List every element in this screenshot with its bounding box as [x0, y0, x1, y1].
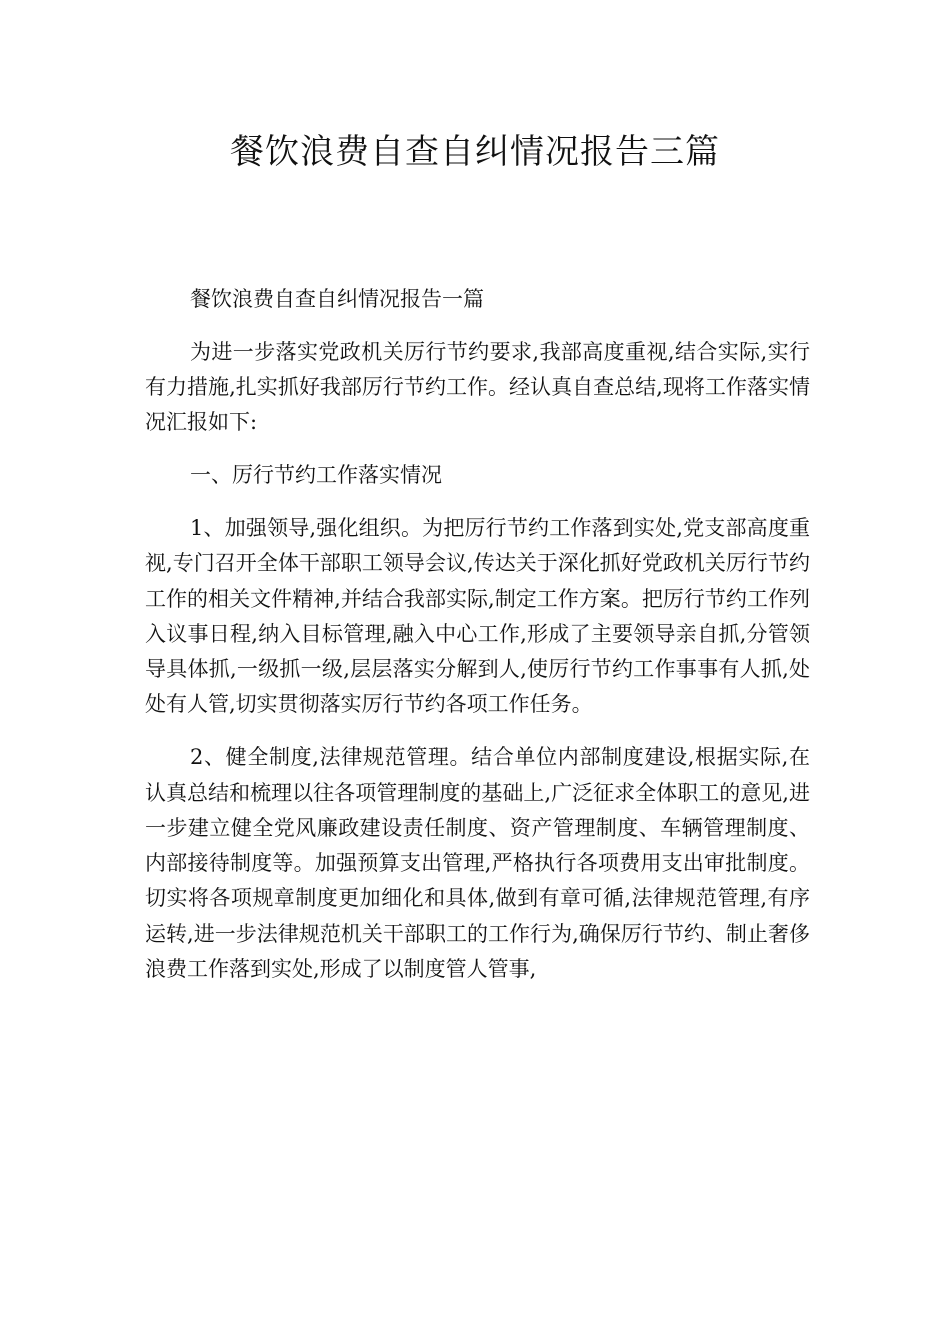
section-heading: 餐饮浪费自查自纠情况报告一篇	[190, 287, 484, 311]
document-title: 餐饮浪费自查自纠情况报告三篇	[230, 132, 720, 172]
body-paragraph: 1、加强领导,强化组织。为把厉行节约工作落到实处,党支部高度重视,专门召开全体干部职工领导会议,传达关于深化抓好党政机关厉行节约工作的相关文件精神,并结合我部实际,制定工作方案。把厉行节约工作列入议事日程,纳入目标管理,融入中心工作,形成了主要领导亲自抓,分管领导具体抓,一级抓一级,层层落实分解到人,使厉行节约工作事事有人抓,处处有人管,切实贯彻落实厉行节约各项工作任务。	[145, 515, 810, 717]
intro-paragraph: 为进一步落实党政机关厉行节约要求,我部高度重视,结合实际,实行有力措施,扎实抓好我部厉行节约工作。经认真自查总结,现将工作落实情况汇报如下:	[145, 339, 810, 435]
document-body	[145, 282, 810, 1005]
section-heading: 一、厉行节约工作落实情况	[190, 463, 442, 488]
body-paragraph: 2、健全制度,法律规范管理。结合单位内部制度建设,根据实际,在认真总结和梳理以往各项管理制度的基础上,广泛征求全体职工的意见,进一步建立健全党风廉政建设责任制度、资产管理制度、车辆管理制度、内部接待制度等。加强预算支出管理,严格执行各项费用支出审批制度。切实将各项规章制度更加细化和具体,做到有章可循,法律规范管理,有序运转,进一步法律规范机关干部职工的工作行为,确保厉行节约、制止奢侈浪费工作落到实处,形成了以制度管人管事,	[145, 745, 810, 982]
